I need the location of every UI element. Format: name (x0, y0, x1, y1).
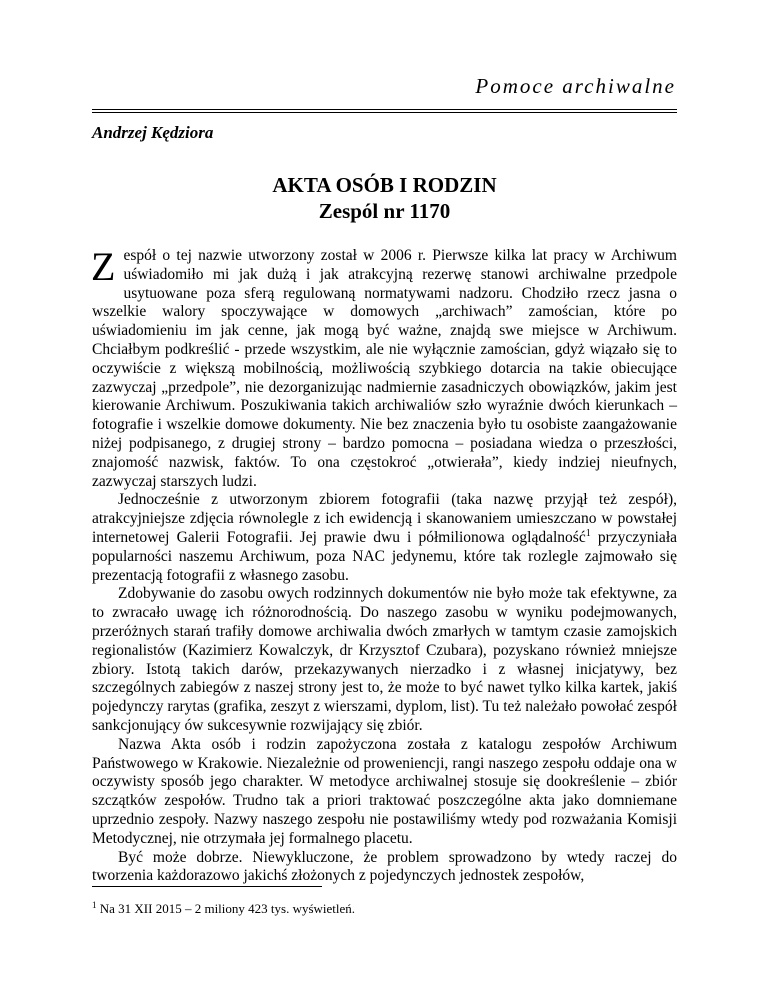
paragraph-text: Być może dobrze. Niewykluczone, że problem sprowadzono by wtedy raczej do tworzenia każdorazowo jakichś złożonych z pojedynczych jednostek zespołów, (92, 848, 677, 885)
paragraph-text: Jednocześnie z utworzonym zbiorem fotografii (taka nazwę przyjął też zespół), atrakcyjniejsze zdjęcia równolegle z ich ewidencją i skanowaniem umieszczano w powstałej internetowej Galerii Fotografii. Jej prawie dwu i półmilionowa oglądalność (92, 491, 677, 546)
title-block (92, 172, 677, 224)
paragraph (92, 585, 677, 735)
paragraph-text: Nazwa Akta osób i rodzin zapożyczona została z katalogu zespołów Archiwum Państwowego w Krakowie. Niezależnie od proweniencji, rangi naszego zespołu oddaje ona w oczywisty sposób jego charakter. W metodyce archiwalnej stosuje się dookreślenie – zbiór szczątków zespołów. Trudno tak a priori traktować poszczególne akta jako domniemane uprzednio zespoły. Nazwy naszego zespołu nie postawiliśmy wtedy pod rozważania Komisji Metodycznej, nie otrzymała jej formalnego placetu. (92, 735, 677, 847)
paragraph-text: Zdobywanie do zasobu owych rodzinnych dokumentów nie było może tak efektywne, za to zwracało uwagę ich różnorodnością. Do naszego zasobu w wyniku podejmowanych, przeróżnych starań trafiły domowe archiwalia dwóch zmarłych w tamtym czasie zamojskich regionalistów (Kazimierz Kowalczyk, dr Krzysztof Czubara), pozyskano również mniejsze zbiory. Istotą takich darów, przekazywanych nierzadko i z własnej inicjatywy, bez szczególnych zabiegów z naszej strony jest to, że może to być nawet tylko kilka kartek, jakiś pojedynczy rarytas (grafika, zeszyt z wierszami, dyplom, list). Tu też należało powołać zespół sankcjonujący ów sukcesywnie rozwijający się zbiór. (92, 585, 677, 734)
drop-cap: Z (91, 244, 116, 289)
author-name: Andrzej Kędziora (92, 123, 214, 142)
footnote-reference[interactable]: 1 (585, 527, 591, 539)
paragraph (91, 244, 677, 491)
footnote-rule (92, 886, 322, 887)
article-body (91, 244, 678, 886)
paragraph-text: przyczyniała popularności naszemu Archiwum, poza NAC jedynemu, które tak rozlegle zajmowało się prezentacją fotografii z własnego zasobu. (92, 528, 678, 584)
footnote (92, 901, 355, 917)
paragraph (92, 491, 677, 585)
header-rule (92, 109, 677, 113)
article-title: AKTA OSÓB I RODZIN (272, 173, 497, 197)
footnote-text: Na 31 XII 2015 – 2 miliony 423 tys. wyświetleń. (99, 901, 356, 916)
paragraph (92, 736, 677, 849)
paragraph-text: espół o tej nazwie utworzony został w 2006 r. Pierwsze kilka lat pracy w Archiwum uświadomiło mi jak dużą i jak atrakcyjną rezerwę stanowi archiwalne przedpole usytuowane poza sferą regulowaną normatywami nadzoru. Chodziło rzecz jasna o wszelkie walory spoczywające w domowych „archiwach” zamościan, które po uświadomieniu im jak cenne, jak mogą być ważne, znajdą swe miejsce w Archiwum. Chciałbym podkreślić - przede wszystkim, ale nie wyłącznie zamościan, gdyż wiązało się to oczywiście z większą mobilnością, możliwością szybkiego dotarcia na takie obiecujące zazwyczaj „przedpole”, nie dezorganizując nadmiernie zasadniczych obowiązków, jakim jest kierowanie Archiwum. Poszukiwania takich archiwaliów szło wyraźnie dwóch kierunkach – fotografie i wszelkie domowe dokumenty. Nie bez znaczenia było tu osobiste zaangażowanie niżej podpisanego, z drugiej strony – bardzo pomocna – posiadana wiedza o przeszłości, znajomość nazwisk, faktów. To ona częstokroć „otwierała”, kiedy indziej nieufnych, zazwyczaj starszych ludzi. (92, 247, 677, 490)
footnote-number: 1 (92, 900, 97, 910)
running-header: Pomoce archiwalne (475, 74, 676, 98)
paragraph (92, 849, 677, 887)
article-subtitle: Zespól nr 1170 (318, 199, 451, 223)
